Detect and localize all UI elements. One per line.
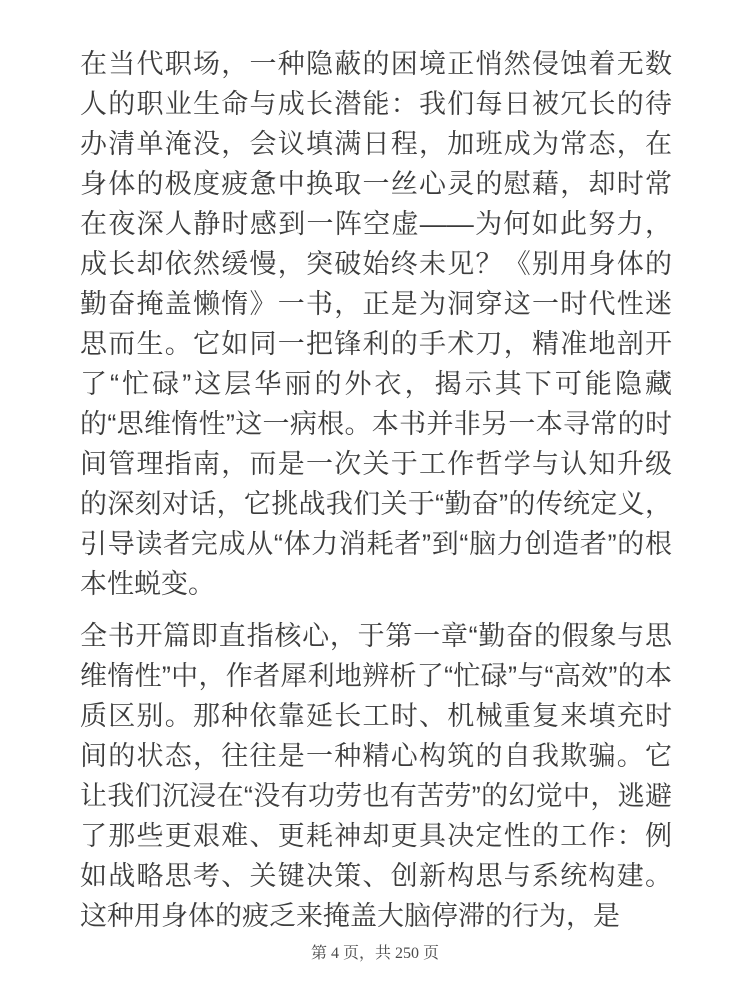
page-content <box>80 44 672 948</box>
paragraph: 全书开篇即直指核心，于第一章“勤奋的假象与思维惰性”中，作者犀利地辨析了“忙碌”与“高效”的本质区别。那种依靠延长工时、机械重复来填充时间的状态，往往是一种精心构筑的自我欺骗。它让我们沉浸在“没有功劳也有苦劳”的幻觉中，逃避了那些更艰难、更耗神却更具决定性的工作：例如战略思考、关键决策、创新构思与系统构建。这种用身体的疲乏来掩盖大脑停滞的行为，是 <box>80 621 672 931</box>
page-number-label: 第 4 页，共 250 页 <box>310 945 439 962</box>
page-footer <box>0 944 750 964</box>
paragraph: 在当代职场，一种隐蔽的困境正悄然侵蚀着无数人的职业生命与成长潜能：我们每日被冗长的待办清单淹没，会议填满日程，加班成为常态，在身体的极度疲惫中换取一丝心灵的慰藉，却时常在夜深人静时感到一阵空虚——为何如此努力，成长却依然缓慢，突破始终未见？《别用身体的勤奋掩盖懒惰》一书，正是为洞穿这一时代性迷思而生。它如同一把锋利的手术刀，精准地剖开了“忙碌”这层华丽的外衣，揭示其下可能隐藏的“思维惰性”这一病根。本书并非另一本寻常的时间管理指南，而是一次关于工作哲学与认知升级的深刻对话，它挑战我们关于“勤奋”的传统定义，引导读者完成从“体力消耗者”到“脑力创造者”的根本性蜕变。 <box>80 49 672 599</box>
